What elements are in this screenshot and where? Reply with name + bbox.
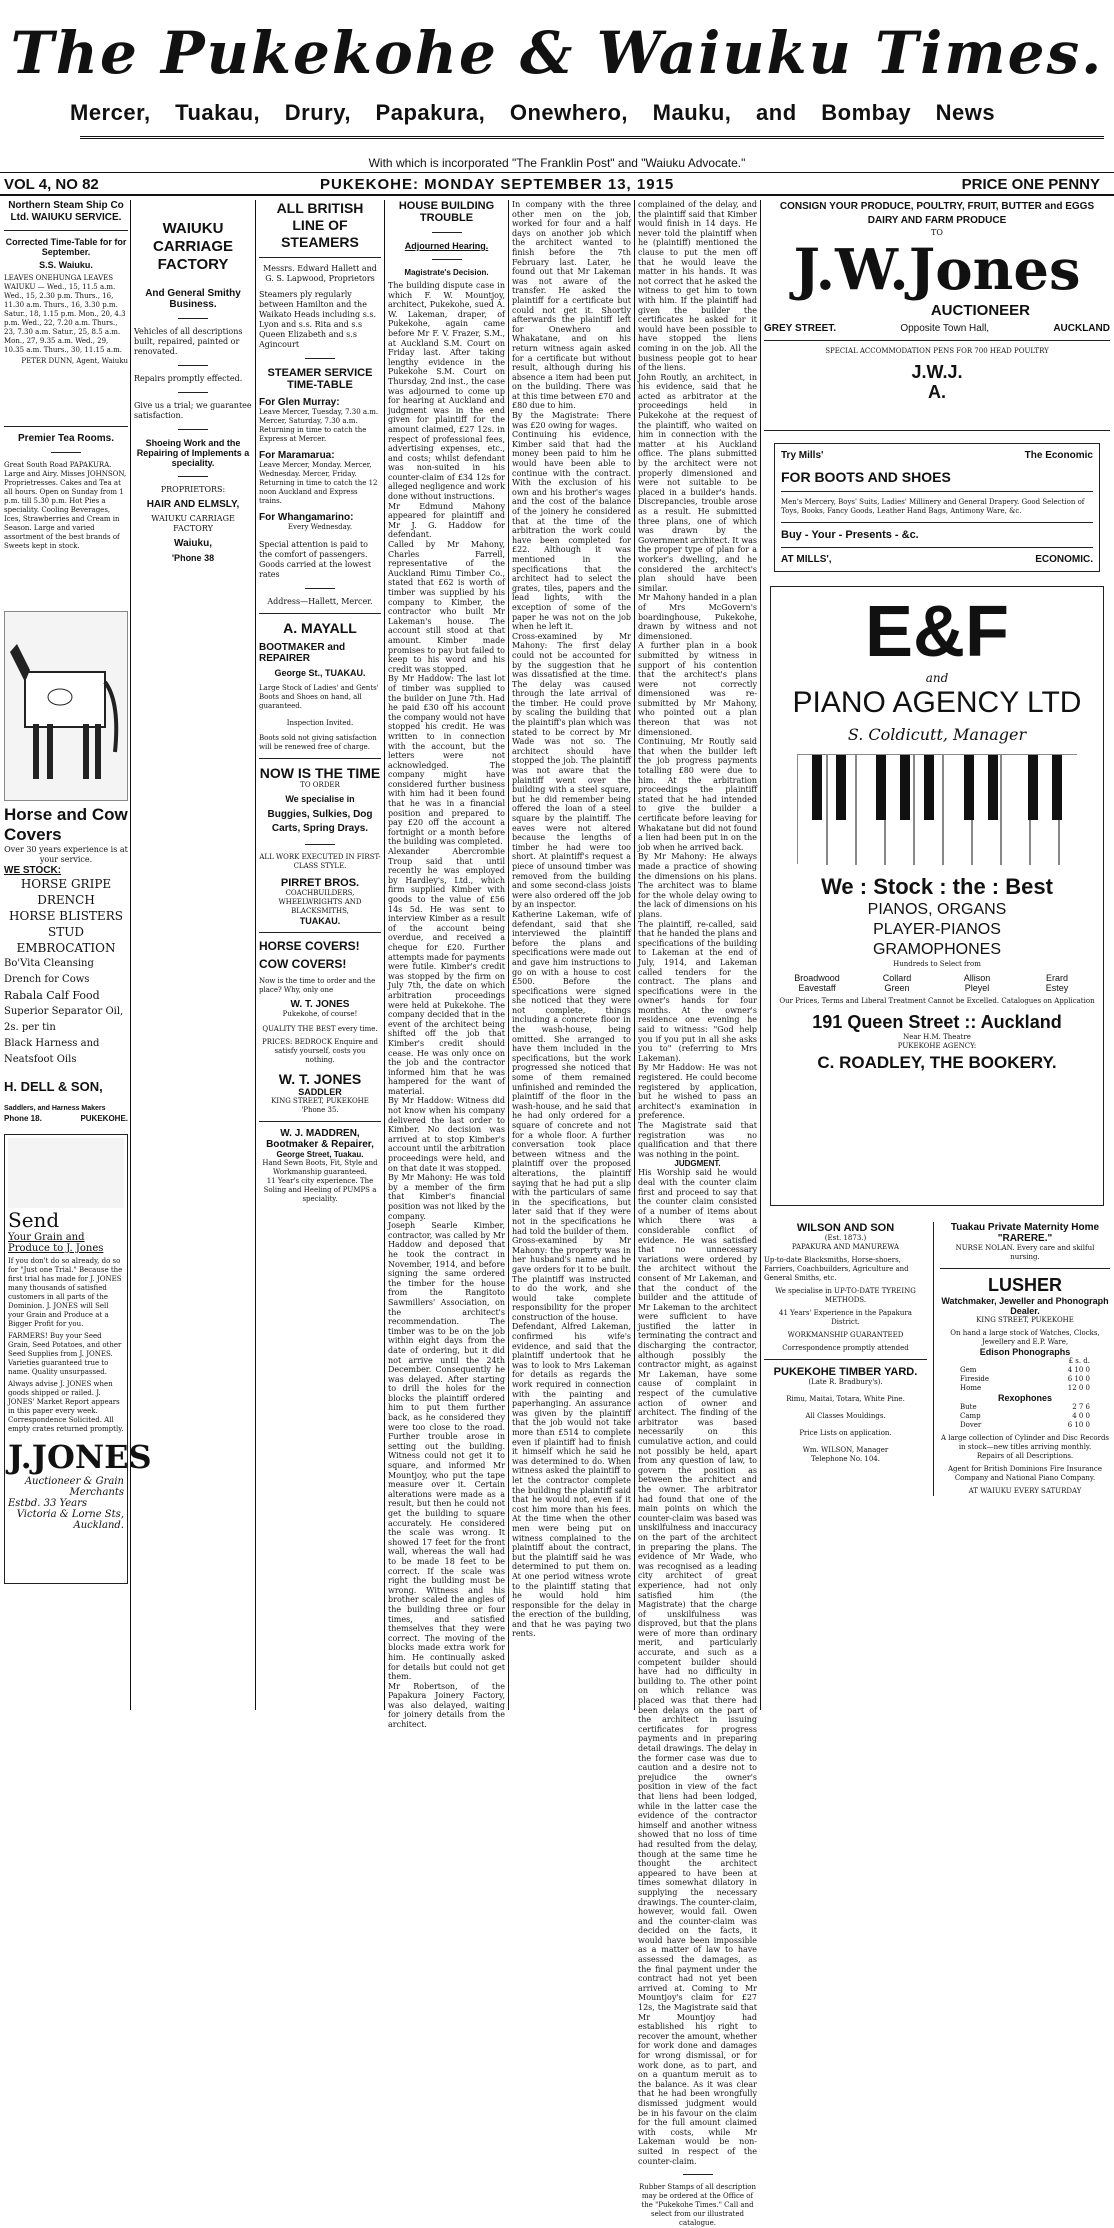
timber-late: (Late R. Bradbury's). [808, 1378, 883, 1386]
terms-note: Our Prices, Terms and Liberal Treatment Cannot be Excelled. Catalogues on Application [779, 997, 1095, 1005]
mayall-address: George St., TUAKAU. [274, 668, 366, 678]
factory-town: Waiuku, [174, 538, 212, 549]
mayall-note: Boots sold not giving satisfaction will be renewed free of charge. [259, 734, 377, 751]
judgment-heading: JUDGMENT. [674, 1159, 721, 1169]
edison-heading: Edison Phonographs [979, 1347, 1071, 1357]
carriage-text: Repairs promptly effected. [134, 374, 243, 383]
steamer-line-heading: ALL BRITISH LINE OF STEAMERS [276, 200, 364, 250]
steamer-special: Special attention is paid to the comfort of passengers. Goods carried at the lowest rates [259, 540, 372, 579]
glen-body: Leave Mercer, Tuesday, 7.30 a.m. Mercer, Saturday, 7.30 a.m. Returning in time to catch the Express at Mercer. [259, 408, 379, 443]
of-course: Pukekohe, of course! [282, 1010, 358, 1018]
mayall-body: Large Stock of Ladies' and Gents' Boots and Shoes on hand, all guaranteed. [259, 684, 379, 710]
edison-table [940, 1366, 1110, 1393]
near-theatre: Near H.M. Theatre [903, 1033, 971, 1041]
carriage-text: Vehicles of all descriptions built, repaired, painted or renovated. [134, 327, 243, 356]
stock-item: HORSE BLISTERS [9, 909, 123, 923]
brand: Broadwood [794, 973, 840, 983]
lusher-trade: Watchmaker, Jeweller and Phonograph Dealer. [941, 1296, 1109, 1316]
maddren-foot: 11 Year's city experience. The Soling and Heeling of PUMPS a speciality. [263, 1177, 377, 1203]
edison-currency: £ s. d. [1068, 1357, 1090, 1365]
vehicles-list: Buggies, Sulkies, Dog Carts, Spring Drays. [267, 809, 373, 834]
prices-note: PRICES: BEDROCK Enquire and satisfy yourself, costs you nothing. [262, 1038, 378, 1064]
stock-label: WE STOCK: [4, 865, 62, 876]
maternity-name: "RARERE." [997, 1233, 1053, 1244]
brand: Green [884, 983, 910, 993]
jwjones-city: AUCKLAND [1053, 323, 1110, 334]
steamship-heading: Northern Steam Ship Co Ltd. WAIUKU SERVICE. [8, 200, 124, 223]
mara-heading: For Maramarua: [259, 450, 335, 461]
mills-at: AT MILLS', [781, 554, 832, 565]
lusher-records: A large collection of Cylinder and Disc Records in stock—new titles arriving monthly. [940, 1434, 1110, 1451]
carriage-heading: WAIUKU CARRIAGE FACTORY [152, 220, 233, 273]
pirret-heading: PIRRET BROS. [280, 877, 360, 889]
stock-item: HORSE GRIPE DRENCH [20, 877, 112, 907]
jwja-monogram: J.W.J. A. [911, 362, 963, 402]
wilson-years: 41 Years' Experience in the Papakura District. [779, 1309, 912, 1326]
maddren-body: Hand Sewn Boots, Fit, Style and Workmanship guaranteed. [262, 1159, 378, 1176]
stock-item: STUD EMBROCATION [16, 925, 116, 955]
article-paragraph: Joseph Searle Kimber, contractor, was called by Mr Haddow and deposed that he took the contract in November, 1914, and before signing the same ordered the timber for the house from the Rangitoto Sawmillers' Association, on the architect's recommendation. The timber was to be on the job within eight days from the date of ordering, but it did not arrive until the 24th December. Consequently he was delayed. After starting to drill the holes for the blocks the plaintiff ordered him to put them further back, as he considered they were too close to the road. Further trouble arose in setting out the building. Witness could not get it to square, and informed Mr Mountjoy, who put the tape measure over it. Certain alterations were made as a result, but then he could not get the building to square accurately. He considered the scale was wrong. It showed 17 feet for the front wall, whereas the wall had to be made 18 feet to be correct. If the scale was right the building must be wrong. Witness and his brother scaled the angles of the building three or four times, and satisfied themselves that they were correct. The moving of the blocks made extra work for him. He continually asked for details but could not get them. [388, 1221, 505, 1682]
timetable-heading: STEAMER SERVICE TIME-TABLE [267, 367, 373, 391]
carriage-subheading: And General Smithy Business. [145, 288, 241, 310]
wt-jones-name: W. T. JONES [290, 999, 350, 1010]
incorporated-line: With which is incorporated "The Franklin Post" and "Waiuku Advocate." [368, 156, 746, 170]
covers-subheading: Over 30 years experience is at your service. [4, 845, 128, 864]
lusher-waiuku: AT WAIUKU EVERY SATURDAY [968, 1487, 1082, 1495]
jones-established: Estbd. 33 Years [8, 1498, 88, 1509]
mayall-trade: BOOTMAKER and REPAIRER [259, 642, 346, 664]
mills-economic: ECONOMIC. [1035, 554, 1093, 565]
stock-list [4, 876, 128, 1068]
article-subhead: Adjourned Hearing. [404, 241, 489, 251]
issue-date: PUKEKOHE: MONDAY SEPTEMBER 13, 1915 [320, 176, 675, 193]
wilson-body: Up-to-date Blacksmiths, Horse-shoers, Farriers, Coachbuilders, Agriculture and General Smiths, etc. [764, 1256, 909, 1282]
dell-town: PUKEKOHE. [80, 1114, 128, 1123]
article-paragraph: Mr Mahony handed in a plan of Mrs McGovern's boardinghouse, Pukekohe, drawn by witness and not dimensioned. [638, 593, 757, 641]
column-2 [134, 200, 252, 1710]
brand: Eavestaff [798, 983, 836, 993]
poultry-pens: SPECIAL ACCOMMODATION PENS FOR 700 HEAD POULTRY [825, 347, 1049, 355]
volume-number: VOL 4, NO 82 [4, 176, 99, 193]
article-paragraph: Defendant, Alfred Lakeman, confirmed his wife's evidence, and said that the plaintiff undertook that he was to look to Mrs Lakeman for details as regards the work required in connection with the painting and paperhanging. An assurance was given by the plaintiff that the job would not take more than £514 to complete even if plaintiff had to finish it himself which he said he was determined to do. When witness asked the plaintiff to let the contractor complete the building the plaintiff said that he would not, even if it cost him more than his fees. At the time when the other men were being put on witness complained to the plaintiff about the contract, but the plaintiff said he was determined to put them on. At one period witness wrote to the plaintiff stating that he would hold him responsible for the delay in the erection of the building, and that he was paying two rents. [512, 1322, 631, 1639]
column-1 [4, 200, 152, 1710]
piano-brands [777, 973, 1097, 993]
maddren-address: George Street, Tuakau. [276, 1150, 364, 1159]
mara-body: Leave Mercer, Monday. Mercer, Wednesday. Mercer, Friday. Returning in time to catch the 12 noon Auckland and Express trains. [259, 461, 378, 505]
rexophones-table [940, 1403, 1110, 1430]
wilson-workmanship: WORKMANSHIP GUARANTEED [787, 1331, 904, 1339]
column-rule [634, 200, 635, 1710]
jwjones-opposite: Opposite Town Hall, [900, 323, 990, 334]
price-row: Dover 6 10 0 [960, 1421, 1090, 1429]
article-paragraph: complained of the delay, and the plaintiff said that Kimber would finish in 14 days. He never told the plaintiff when he (plaintiff) mentioned the clause to put the men off that he would leave the matter in his hands. It was not correct that he asked the witness to get him to town with him. If the plaintiff had given the builder the certificates he asked for it would have been possible to have stopped the liens coming in on the job. All the business people got to hear of the liens. [638, 200, 757, 373]
cow-covers-heading: COW COVERS! [259, 957, 347, 971]
wilson-est: (Est. 1873.) [824, 1234, 867, 1242]
article-paragraph: A further plan in a book submitted by witness in support of his contention that the architect's plans were not correctly dimensioned was re-submitted by Mr Mahony, who pointed out a plan thereon that was not dimensioned. [638, 641, 757, 737]
timber-heading: PUKEKOHE TIMBER YARD. [773, 1366, 918, 1378]
article-paragraph: The plaintiff, re-called, said that he handed the plans and specifications of the building to Lakeman at the end of July, 1914, and Lakeman called tenders for the contract. The plans and specifications were in the owner's hands for four months. At the owner's residence one evening he said to witness: "God help you if you put in all she asks you to" (referring to Mrs Lakeman). [638, 919, 757, 1063]
stock-item: Superior Separator Oil, 2s. per tin [4, 1006, 124, 1033]
newspaper-title: The Pukekohe & Waiuku Times. [10, 19, 1104, 87]
rubber-stamps-note: Rubber Stamps of all description may be ordered at the Office of the "Pukekohe Times." Call and select from our illustrated catalogue. [638, 2183, 757, 2228]
jwjones-logo: J.W.Jones [793, 237, 1081, 303]
article-paragraph: By Mr Haddow: The last lot of timber was supplied to the builder on June 7th. Had he paid £30 off his account the company would not have stopped his credit. He was written to in connection with the account, but the letters were not acknowledged. The company might have considered further business with him had it been found that he was in a financial position and prepared to pay £20 off the account a fortnight or a month before the building was completed. [388, 674, 505, 847]
article-paragraph: By Mr Haddow: Witness did not know when his company delivered the last order to Kimber. No decision was arrived at to stop Kimber's account until the arbitration proceedings were held, and on that date it was stopped. [388, 1096, 505, 1173]
wt-jones-address: KING STREET, PUKEKOHE [271, 1097, 369, 1105]
masthead-rule [80, 136, 1104, 139]
roadley-bookery: C. ROADLEY, THE BOOKERY. [817, 1053, 1057, 1072]
article-paragraph: The building dispute case in which F. W. Mountjoy, architect, Pukekohe, sued A. W. Lakeman, draper, of Pukekohe, again came before Mr F. V. Frazer, S.M., at Auckland S.M. Court on Friday last. After taking lengthy evidence in the Pukekohe S.M. Court on Thursday, 2nd inst., the case was adjourned to come up for hearing at Auckland and judgment was in the end given for plaintiff for the amount claimed, £27 12s. in respect of professional fees, advertising expenses, etc., and costs; whilst defendant was non-suited in his counter-claim of £34 12s for alleged negligence and work done without instructions. [388, 281, 505, 502]
article-paragraph: Gross-examined by Mr Mahony: the property was in her husband's name and he gave orders for it to be built. The plaintiff was instructed to do the work, and she would take complete responsibility for the proper construction of the house. [512, 1236, 631, 1322]
column-3 [259, 200, 381, 1710]
mills-body: Men's Mercery, Boys' Suits, Ladies' Millinery and General Drapery. Good Selection of Toys, Books, Fancy Goods, Leather Hand Bags, Antimony Ware, &c. [781, 498, 1085, 515]
mayall-invite: Inspection Invited. [286, 719, 354, 727]
mills-buy: Buy - Your - Presents - &c. [781, 529, 919, 541]
queen-street: 191 Queen Street :: Auckland [812, 1012, 1062, 1032]
piano-keys-icon [798, 755, 1088, 865]
maternity-heading: Tuakau Private Maternity Home [950, 1222, 1100, 1233]
newspaper-subtitle: Mercer, Tuakau, Drury, Papakura, Onewhero, Mauku, and Bombay News [70, 100, 996, 125]
steamer-address: Address—Hallett, Mercer. [267, 597, 373, 606]
timber-manager: Wm. WILSON, Manager [802, 1446, 889, 1454]
pianos-organs: PIANOS, ORGANS [867, 901, 1007, 918]
tea-rooms-body: Great South Road PAPAKURA. Large and Airy. Misses JOHNSON, Proprietresses. Cakes and Tea at all hours. Open on Sunday from 1 p.m. till 5.30 p.m. Hot Pies a speciality. Cooling Beverages, Ices, Strawberries and Cream in Season. Large and varied assortment of the best brands of Sweets kept in stock. [4, 461, 127, 550]
jones-ad [4, 1134, 152, 1584]
specialise: We specialise in [285, 794, 355, 804]
wilson-heading: WILSON AND SON [796, 1222, 895, 1234]
article-paragraph: His Worship said he would deal with the counter claim first and proceed to say that the counter claim consisted of a number of items about which there was a considerable conflict of evidence. He was satisfied that no unnecessary variations were ordered by the architect without the consent of Mr Lakeman, and that the conduct of the builder and the attitude of Mr Lakeman to the architect were sufficient to have justified the latter in terminating the contract and discharging the contractor, although possibly the contractor might, as against Mr Lakeman, have some cause of complaint in respect of the cumulative action of owner and architect. The finding of the arbitrator was based necessarily on this cumulative action, and could not possibly be held, apart from any question of law, to govern the position as between the architect and the owner. The arbitrator had found that one of the main points on which the counter-claim was based was unskilfulness and inaccuracy on the part of the architect in preparing the plans. The evidence of Mr Wade, who was recognised as a leading city architect of great experience, had not only satisfied him (the Magistrate) that the charge of unskilfulness was disproved, but that the plans were of more than ordinary merit, and particularly accurate, and such as a competent builder should have had no difficulty in building to. The other point on which reliance was placed was that there had been delays on the part of the architect in issuing certificates for progress payments and in preparing detail drawings. The delay in the former case was due to caution and a desire not to prejudice the owner's position in view of the fact that liens had been lodged, while in the latter case the evidence of the contractor himself and another witness showed that no loss of time had resulted from the delay, though at the same time he thought the architect appeared to have been at times somewhat dilatory in supplying the necessary drawings. The counter-claim, however, would fail. Owen and the counter-claim was decided on the facts, it would have been impossible as a matter of law to have assessed the damages, as the final payment under the contract had not yet been arrived at. Coming to Mr Mountjoy's claim for £27 12s, the Magistrate said that Mr Mountjoy had established his right to recover the amount, whether for work done and damages for wrong dismissal, or for work done, as to part, and on a quantum meruit as to the balance. As it was clear that he had been wrongfully dismissed judgment would be in his favour on the claim for the full amount claimed with costs, while Mr Lakeman would be non-suited in respect of the counter-claim. [638, 1168, 757, 2166]
article-paragraph: Mr Edmund Mahony appeared for plaintiff and Mr J. G. Haddow for defendant. [388, 501, 505, 540]
ef-piano-agency: PIANO AGENCY LTD [792, 686, 1082, 719]
mills-boots: FOR BOOTS AND SHOES [781, 469, 951, 485]
glen-heading: For Glen Murray: [259, 397, 340, 408]
jwjones-street: GREY STREET. [764, 323, 837, 334]
article-paragraph: Katherine Lakeman, wife of defendant, said that she interviewed the plaintiff before the plans and specifications were made out and gave him instructions to go on with a house to cost £500. Before the specifications were signed she noticed that they were not complete, things including a concrete floor in the wash-house, being omitted. She arranged to have them included in the specifications, but the work progressed she noticed that some of them remained unfinished and reminded the plaintiff of the floor in the wash-house, and he said that he had only ordered for a square of concrete and not for a whole floor. A further conversation took place between witness and the plaintiff over the proposed alterations, the plaintiff saying that he had put a slip with the particulars of same in the specifications, but later said that if they were not in the specifications he had told the builder of them. [512, 909, 631, 1236]
article-paragraph: Cross-examined by Mr Mahony: The first delay could not be accounted for by the suggestion that he was dissatisfied at the time. The delay was caused through the late arrival of the timber. He could prove by scaling the building that the plaintiff's plan which was stated to be correct by Mr Wade was not so. The architect should have stopped the job. The plaintiff was not aware that the plaintiff went over the building with a steel square, but he did remember being offered the loan of a steel square by the plaintiff. The eaves were not altered because the lengths of timber he had were too short. At plaintiff's request a piece of unsound timber was removed from the building and some second-class joists were also ordered off the job by an inspector. [512, 631, 631, 910]
column-rule [508, 200, 509, 1710]
price-row: Camp 4 0 0 [960, 1412, 1090, 1420]
pirret-sub: COACHBUILDERS, WHEELWRIGHTS AND BLACKSMITHS, [278, 889, 362, 915]
column-rule [384, 200, 385, 1710]
maddren-heading: W. J. MADDREN, [280, 1128, 360, 1139]
article-paragraph: By Mr Haddow: He was not registered. He could become registered by application, but he wished to pass an architect's examination in preference. [638, 1063, 757, 1121]
brand: Pleyel [964, 983, 990, 993]
jones-address: Victoria & Lorne Sts, Auckland. [16, 1509, 124, 1531]
brand: Estey [1045, 983, 1069, 993]
price-row: Fireside 6 10 0 [960, 1375, 1090, 1383]
article-paragraph: Continuing his evidence, Kimber said that had the money been paid to him he would have been able to continue with the contract. With the exclusion of his own and his brother's wages and the cost of the balance of the joinery he considered that at the time of the arbitration the work could have been completed for £22. Although it was mentioned in the specifications that the architect had to select the grates, tiles, papers and the lead lights, with the exception of some of the paper he was not on the job when he left it. [512, 430, 631, 632]
rexophones-heading: Rexophones [997, 1393, 1052, 1403]
to-order: TO ORDER [300, 781, 340, 789]
article-headline: HOUSE BUILDING TROUBLE [398, 200, 495, 224]
jones-note: Always advise J. JONES when goods shipped or railed. J. JONES' Market Report appears in this paper every week. Correspondence Solicited. All empty crates returned promptly. [8, 1380, 124, 1433]
ef-and: and [925, 671, 949, 685]
article-paragraph: The Magistrate said that registration was no qualification and that there was nothing in the point. [638, 1121, 757, 1159]
wilson-towns: PAPAKURA AND MANUREWA [791, 1243, 900, 1251]
issue-price: PRICE ONE PENNY [961, 176, 1100, 193]
lusher-agent: Agent for British Dominions Fire Insurance Company and National Piano Company. [948, 1465, 1102, 1482]
lusher-ad [934, 1222, 1110, 1496]
farm-illustration [8, 1138, 124, 1208]
price-row: Gem 4 10 0 [960, 1366, 1090, 1374]
article-paragraph: Continuing, Mr Routly said that when the builder left the job progress payments totalling £80 were due to him. At the arbitration proceedings the plaintiff stated that he had intended to give the builder a certificate before leaving for Whakatane but did not found a lien had been put in on the job when he arrived back. [638, 737, 757, 852]
steamship-subheading: Corrected Time-Table for for September. [5, 237, 127, 257]
pirret-town: TUAKAU. [299, 916, 341, 926]
mills-try: Try Mills' [781, 450, 824, 461]
timber-mouldings: All Classes Mouldings. [805, 1412, 886, 1420]
column-rule [255, 200, 256, 1710]
article-column-3 [638, 200, 757, 2228]
whanga-body: Every Wednesday. [287, 523, 353, 531]
article-paragraph: Called by Mr Mahony, Charles Farrell, representative of the Auckland Rimu Timber Co., stated that £62 is worth of timber was supplied by his company to Kimber, the contractor who built Mr Lakeman's house. The account still stood at that amount. Kimber made promises to pay but failed to keep to his word and his credit was stopped. [388, 540, 505, 674]
send-heading: Send [8, 1208, 60, 1232]
steamship-timetable: LEAVES ONEHUNGA LEAVES WAIUKU — Wed., 15, 11.5 a.m. Wed., 15, 2.30 p.m. Thurs., 16, 11.30 a.m. Thurs., 16, 3.30 p.m. Satur., 18, 1.15 p.m. Mon., 20, 4.3 p.m. Wed., 22, 7.20 a.m. Thurs., 23, 7.30 a.m. Satur., 25, 8.5 a.m. Mon., 27, 9.35 a.m. Wed., 29, 10.35 a.m. Thurs., 30, 11.15 a.m. [4, 274, 126, 354]
tea-rooms-heading: Premier Tea Rooms. [18, 433, 114, 444]
article-paragraph: By Mr Mahony: He always made a practice of showing the dimensions on his plans. The architect was to blame for the whole delay owing to the lack of dimensions on his plans. [638, 852, 757, 919]
factory-phone: 'Phone 38 [171, 553, 215, 563]
stock-item: Black Harness and Neatsfoot Oils [4, 1038, 100, 1065]
ef-piano-ad [770, 586, 1104, 1206]
horse-icon [5, 612, 129, 802]
dateline [0, 172, 1114, 196]
we-stock-best: We : Stock : the : Best [821, 874, 1053, 899]
agency-label: PUKEKOHE AGENCY: [897, 1042, 977, 1050]
steamship-name: S.S. Waiuku. [39, 260, 93, 270]
gramophones: GRAMOPHONES [872, 941, 1001, 958]
column-rule [760, 200, 761, 1710]
jones-trade: Auctioneer & Grain Merchants [24, 1476, 124, 1498]
player-pianos: PLAYER-PIANOS [873, 921, 1001, 938]
quality-note: QUALITY THE BEST every time. [262, 1025, 378, 1033]
send-subheading: Your Grain and Produce to J. Jones [8, 1232, 104, 1254]
covers-order: Now is the time to order and the place? Why, only one [259, 977, 376, 994]
price-row: Bute 2 7 6 [960, 1403, 1090, 1411]
timber-phone: Telephone No. 104. [811, 1455, 880, 1463]
brand: Collard [882, 973, 912, 983]
send-body: If you don't do so already, do so for "Just one Trial." Because the first trial has made for J. JONES many thousands of satisfied customers in all parts of the Dominion. J. JONES will Sell your Grain and Produce at a Bigger Profit for you. [8, 1257, 123, 1328]
article-column-2 [512, 200, 631, 1710]
jones-logo: J.JONES [8, 1438, 152, 1476]
lusher-heading: LUSHER [987, 1275, 1062, 1295]
jwjones-auctioneer: AUCTIONEER [930, 302, 1030, 319]
horse-cover-illustration [4, 611, 128, 801]
timber-prices: Price Lists on application. [799, 1429, 892, 1437]
column-rule [130, 200, 131, 1710]
farmers-note: FARMERS! Buy your Seed Grain, Seed Potatoes, and other Seed Supplies from J. JONES. Varieties guaranteed true to name. Quality unsurpassed. [8, 1332, 122, 1376]
steamship-agent: PETER DUNN, Agent, Waiuku [21, 357, 128, 365]
steamer-owners: Messrs. Edward Hallett and G. S. Lapwood, Proprietors [263, 264, 377, 283]
wt-jones-phone: 'Phone 35. [301, 1106, 339, 1114]
stock-item: Rabala Calf Food [4, 989, 100, 1002]
wt-jones-heading: W. T. JONES [278, 1071, 362, 1087]
proprietors-label: PROPRIETORS: [160, 485, 226, 494]
carriage-text: Give us a trial; we guarantee satisfaction. [134, 401, 252, 420]
piano-keys-illustration [797, 754, 1077, 864]
brand: Allison [963, 973, 991, 983]
dell-trade: Saddlers, and Harness Makers [4, 1105, 106, 1112]
dell-name: H. DELL & SON, [4, 1079, 103, 1094]
column-7 [764, 200, 1110, 1710]
article-subhead-2: Magistrate's Decision. [404, 268, 489, 277]
brand: Erard [1045, 973, 1068, 983]
ef-manager: S. Coldicutt, Manager [847, 725, 1027, 744]
article-paragraph: Mr Robertson, of the Papakura Joinery Factory, was also delayed, waiting for joinery details from the architect. [388, 1681, 505, 1730]
lusher-body: On hand a large stock of Watches, Clocks, Jewellery and E.P. Ware, [950, 1329, 1100, 1346]
covers-heading: Horse and Cow Covers [4, 805, 128, 844]
article-column-1 [388, 200, 505, 1730]
timber-body: Rimu, Maitai, Totara, White Pine. [786, 1395, 905, 1403]
all-work: ALL WORK EXECUTED IN FIRST-CLASS STYLE. [259, 853, 381, 870]
whanga-heading: For Whangamarino: [259, 512, 354, 523]
mayall-heading: A. MAYALL [283, 620, 357, 636]
lusher-address: KING STREET, PUKEKOHE [976, 1316, 1074, 1324]
mills-economic-label: The Economic [1024, 450, 1093, 461]
masthead [10, 8, 1104, 178]
lusher-repairs: Repairs of all Descriptions. [976, 1452, 1074, 1460]
stock-item: Bo'Vita Cleansing Drench for Cows [4, 958, 94, 985]
mills-ad [774, 443, 1100, 572]
article-paragraph: By Mr Mahony: He was told by a member of the firm that Kimber's financial position was not liked by the company. [388, 1173, 505, 1221]
wilson-correspondence: Correspondence promptly attended [782, 1344, 909, 1352]
wilson-ad [764, 1222, 934, 1496]
steamer-body: Steamers ply regularly between Hamilton and the Waikato Heads including s.s. Lyon and s.s. Rita and s.s Queen Elizabeth and s.s Agincourt [259, 290, 376, 349]
maternity-nurse: NURSE NOLAN. Every care and skilful nursing. [955, 1244, 1095, 1261]
article-paragraph: By the Magistrate: There was £20 owing for wages. [512, 411, 631, 430]
price-row: Home 12 0 0 [960, 1384, 1090, 1392]
dell-phone: Phone 18. [4, 1114, 42, 1123]
proprietors: HAIR AND ELMSLY, [146, 499, 240, 510]
maddren-trade: Bootmaker & Repairer, [266, 1139, 374, 1150]
carriage-specialty: Shoeing Work and the Repairing of Implements a speciality. [136, 438, 250, 468]
hundreds-select: Hundreds to Select from [893, 960, 981, 968]
article-paragraph: In company with the three other men on the job, worked for four and a half days on another job which the architect wanted to finish before the 7th February last. Later, he found out that Mr Lakeman was not aware of the transfer. He asked the plaintiff for a certificate but could not get it. Shortly afterwards the plaintiff left for Onewhero and Whakatane, and on his return witness again asked for a certificate but without result, although during his absence a item had been put on the building. There was at this time between £70 and £80 due to him. [512, 200, 631, 411]
consign-heading: CONSIGN YOUR PRODUCE, POULTRY, FRUIT, BUTTER and EGGS DAIRY AND FARM PRODUCE [779, 201, 1095, 226]
dell-ad [4, 1076, 128, 1124]
consign-to: TO [931, 228, 943, 237]
now-heading: NOW IS THE TIME [259, 765, 381, 781]
ef-logo: E&F [865, 592, 1009, 672]
article-paragraph: John Routly, an architect, in his evidence, said that he acted as arbitrator at the proceedings held in Pukekohe at the request of the plaintiff, who waited on him in connection with the matter at his Auckland office. The plans submitted by the architect were not properly dimensioned and were not suitable to be placed in a builder's hands. Discrepancies, trouble arose as a result. He submitted three plans, one of which was drawn by the Government architect. It was the proper type of plan for a worker's dwelling, and he considered the architect's plan should have been similar. [638, 372, 757, 593]
factory-name: WAIUKU CARRIAGE FACTORY [151, 514, 235, 533]
article-paragraph: Alexander Abercrombie Troup said that until recently he was employed by Hardley's, Ltd., which firm supplied Kimber with goods to the value of £56 14s 5d. He was sent to interview Kimber as a result of the account being overdue, and received a cheque for £20. Further attempts made for payments were futile. Kimber's credit was stopped by the firm on July 7th, the date on which arbitration proceedings were held at Pukekohe. The company decided that in the event of the architect being shifted off the job that Kimber's credit should cease. He was only once on the job and the contractor informed him that he was hampered for the want of material. [388, 847, 505, 1096]
wilson-specialise: We specialise in UP-TO-DATE TYREING METHODS. [775, 1287, 916, 1304]
horse-covers-heading: HORSE COVERS! [259, 939, 360, 953]
saddler-label: SADDLER [298, 1087, 342, 1097]
